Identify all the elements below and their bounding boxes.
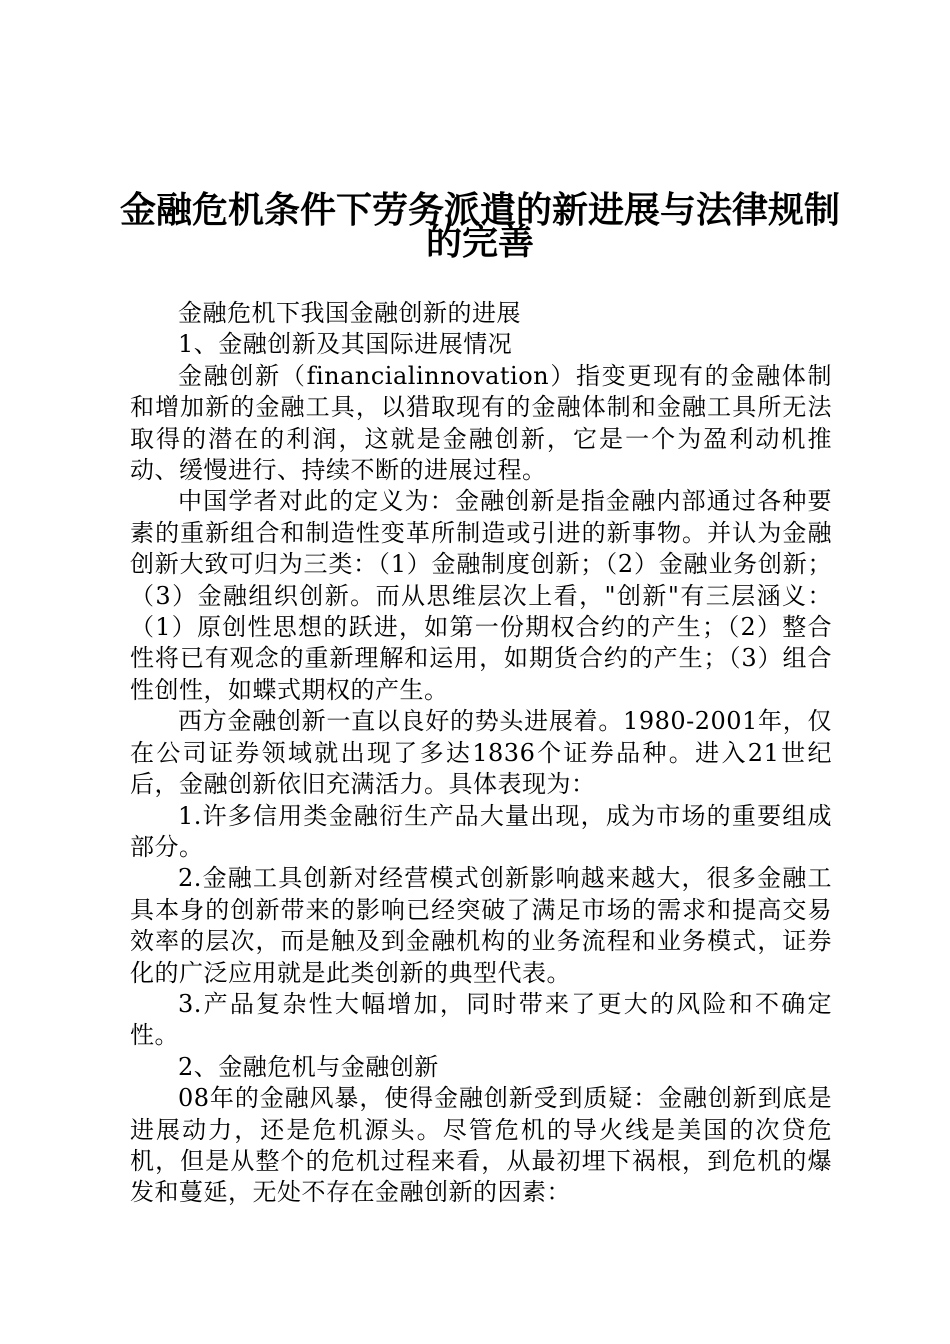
paragraph-heading-section: 金融危机下我国金融创新的进展 [178,299,521,327]
list-item: 3.产品复杂性大幅增加，同时带来了更大的风险和不确定性。 [130,989,832,1050]
list-item: 2.金融工具创新对经营模式创新影响越来越大，很多金融工具本身的创新带来的影响已经突破了满足市场的需求和提高交易效率的层次，而是触及到金融机构的业务流程和业务模式，证券化的广泛应用就是此类创新的典型代表。 [130,864,832,987]
paragraph-subheading-2: 2、金融危机与金融创新 [178,1052,439,1081]
paragraph: 西方金融创新一直以良好的势头进展着。1980-2001年，仅在公司证券领域就出现了多达1836个证券品种。进入21世纪后，金融创新依旧充满活力。具体表现为： [130,707,832,799]
paragraph: 金融创新（financialinnovation）指变更现有的金融体制和增加新的金融工具，以猎取现有的金融体制和金融工具所无法取得的潜在的利润，这就是金融创新，它是一个为盈利动机推动、缓慢进行、持续不断的进展过程。 [130,361,832,485]
document-title-line2: 的完善 [425,221,534,263]
paragraph-subheading-1: 1、金融创新及其国际进展情况 [178,330,513,359]
paragraph: 中国学者对此的定义为：金融创新是指金融内部通过各种要素的重新组合和制造性变革所制造或引进的新事物。并认为金融创新大致可归为三类：（1）金融制度创新；（2）金融业务创新；（3）金融组织创新。而从思维层次上看，"创新"有三层涵义：（1）原创性思想的跃进，如第一份期权合约的产生；（2）整合性将已有观念的重新理解和运用，如期货合约的产生；（3）组合性创性，如蝶式期权的产生。 [130,487,832,704]
document-body [130,298,832,1209]
paragraph: 08年的金融风暴，使得金融创新受到质疑：金融创新到底是进展动力，还是危机源头。尽管危机的导火线是美国的次贷危机，但是从整个的危机过程来看，从最初埋下祸根，到危机的爆发和蔓延，无处不存在金融创新的因素： [130,1084,832,1207]
list-item: 1.许多信用类金融衍生产品大量出现，成为市场的重要组成部分。 [130,801,832,861]
document-title-line1: 金融危机条件下劳务派遣的新进展与法律规制 [119,189,840,231]
